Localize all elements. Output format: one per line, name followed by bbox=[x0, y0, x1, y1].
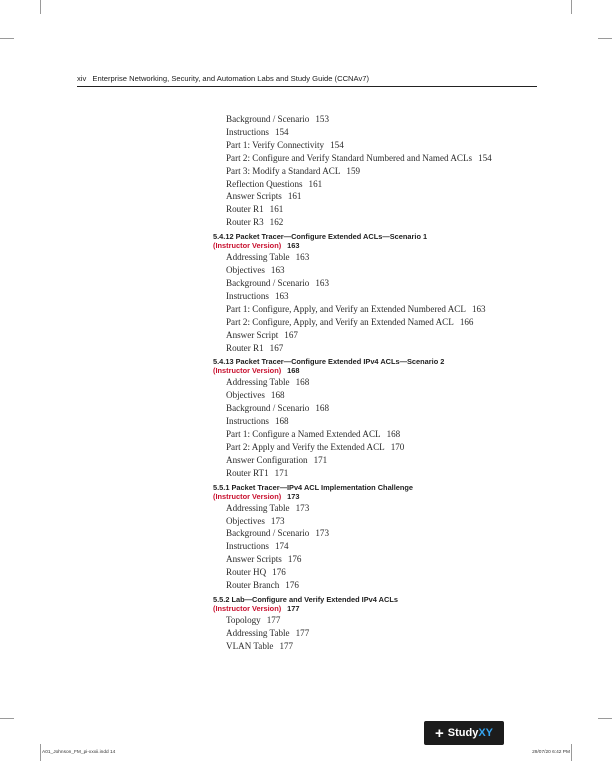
toc-entry-title: Part 1: Verify Connectivity bbox=[226, 139, 325, 150]
toc-entry-page: 177 bbox=[266, 615, 281, 625]
toc-entry-title: Objectives bbox=[226, 265, 265, 276]
toc-entry-page: 167 bbox=[284, 329, 298, 340]
toc-entry-page: 154 bbox=[478, 152, 492, 163]
toc-entry-page: 177 bbox=[279, 640, 294, 651]
crop-mark bbox=[598, 38, 612, 39]
section-title: 5.4.12 Packet Tracer—Configure Extended ACLs—Scenario 1 bbox=[213, 232, 428, 242]
toc-entry bbox=[213, 190, 543, 203]
toc-entry-title: Instructions bbox=[226, 126, 269, 137]
crop-mark bbox=[40, 744, 41, 761]
section-title: 5.5.2 Lab—Configure and Verify Extended IPv4 ACLs bbox=[213, 595, 398, 604]
logo-xy-text: XY bbox=[478, 727, 493, 739]
toc-entry bbox=[213, 216, 543, 229]
toc-entry bbox=[213, 428, 543, 441]
table-of-contents bbox=[213, 113, 543, 653]
toc-entry bbox=[213, 515, 543, 528]
toc-entry-title: VLAN Table bbox=[226, 640, 274, 651]
studyxy-logo bbox=[424, 721, 504, 745]
section-page: 177 bbox=[287, 604, 300, 613]
toc-entry-title: Router RT1 bbox=[226, 467, 269, 478]
toc-entry bbox=[213, 342, 543, 355]
toc-entry-page: 177 bbox=[295, 627, 310, 638]
toc-entry bbox=[213, 640, 543, 653]
section-title: 5.5.1 Packet Tracer—IPv4 ACL Implementation Challenge bbox=[213, 482, 414, 492]
toc-entry bbox=[213, 251, 543, 264]
section-title: 5.4.13 Packet Tracer—Configure Extended IPv4 ACLs—Scenario 2 bbox=[213, 357, 445, 367]
toc-entry-title: Background / Scenario bbox=[226, 277, 310, 288]
section-page: 168 bbox=[287, 366, 300, 376]
toc-entry-page: 163 bbox=[274, 290, 289, 301]
toc-entry-page: 171 bbox=[274, 467, 289, 478]
crop-mark bbox=[598, 718, 612, 719]
toc-entry bbox=[213, 527, 543, 540]
toc-entry-page: 176 bbox=[287, 554, 302, 565]
crop-mark bbox=[40, 0, 41, 14]
toc-entry-page: 154 bbox=[330, 139, 344, 150]
toc-entry-title: Router HQ bbox=[226, 567, 267, 578]
toc-entry-title: Router R3 bbox=[226, 217, 264, 228]
toc-entry-page: 171 bbox=[313, 454, 328, 465]
toc-entry bbox=[213, 454, 543, 467]
crop-mark bbox=[0, 718, 14, 719]
toc-entry-page: 174 bbox=[274, 541, 289, 552]
toc-entry-page: 163 bbox=[295, 252, 310, 263]
crop-mark bbox=[571, 744, 572, 761]
section-page: 173 bbox=[287, 491, 300, 501]
toc-entry-title: Background / Scenario bbox=[226, 528, 310, 539]
toc-entry-page: 163 bbox=[270, 265, 285, 276]
toc-entry-page: 176 bbox=[272, 567, 286, 578]
toc-entry bbox=[213, 502, 543, 515]
toc-entry bbox=[213, 290, 543, 303]
toc-section-heading bbox=[213, 595, 543, 613]
toc-entry-title: Part 3: Modify a Standard ACL bbox=[226, 165, 341, 176]
section-subline bbox=[213, 604, 543, 613]
toc-entry-page: 153 bbox=[315, 114, 329, 124]
toc-entry-page: 163 bbox=[315, 277, 329, 288]
toc-entry bbox=[213, 178, 543, 191]
toc-entry bbox=[213, 540, 543, 553]
toc-entry-title: Addressing Table bbox=[226, 627, 290, 638]
toc-entry-title: Router R1 bbox=[226, 342, 264, 353]
running-title: Enterprise Networking, Security, and Automation Labs and Study Guide (CCNAv7) bbox=[92, 74, 370, 83]
toc-entry bbox=[213, 441, 543, 454]
toc-entry-page: 159 bbox=[346, 165, 361, 176]
toc-entry-title: Part 1: Configure, Apply, and Verify an Extended Numbered ACL bbox=[226, 303, 466, 314]
toc-section-heading bbox=[213, 357, 543, 375]
toc-entry-title: Part 2: Apply and Verify the Extended ACL bbox=[226, 441, 385, 452]
toc-entry bbox=[213, 402, 543, 415]
toc-entry-title: Answer Configuration bbox=[226, 454, 308, 465]
section-subline bbox=[213, 366, 543, 375]
crop-mark bbox=[0, 38, 14, 39]
toc-entry-page: 154 bbox=[274, 126, 289, 137]
toc-entry-title: Topology bbox=[226, 615, 261, 625]
toc-entry-title: Part 2: Configure, Apply, and Verify an Extended Named ACL bbox=[226, 316, 454, 327]
toc-entry bbox=[213, 376, 543, 389]
toc-entry-page: 161 bbox=[287, 191, 302, 202]
toc-entry-title: Addressing Table bbox=[226, 252, 290, 263]
toc-entry-page: 170 bbox=[390, 441, 405, 452]
toc-section-heading bbox=[213, 483, 543, 501]
toc-entry-page: 161 bbox=[308, 178, 323, 189]
plus-icon: + bbox=[434, 724, 444, 742]
toc-entry bbox=[213, 277, 543, 290]
toc-entry-page: 168 bbox=[315, 403, 329, 414]
toc-entry-title: Reflection Questions bbox=[226, 178, 303, 189]
toc-entry bbox=[213, 264, 543, 277]
toc-entry-page: 176 bbox=[285, 580, 299, 591]
toc-entry-title: Instructions bbox=[226, 541, 269, 552]
toc-entry bbox=[213, 329, 543, 342]
toc-entry-title: Background / Scenario bbox=[226, 403, 310, 414]
toc-entry bbox=[213, 139, 543, 152]
toc-section-heading bbox=[213, 232, 543, 250]
toc-entry-title: Objectives bbox=[226, 515, 265, 526]
toc-entry bbox=[213, 627, 543, 640]
toc-entry-title: Instructions bbox=[226, 416, 269, 427]
toc-entry-title: Background / Scenario bbox=[226, 114, 310, 124]
instructor-version-label: (Instructor Version) bbox=[213, 241, 282, 251]
toc-entry-page: 166 bbox=[459, 316, 474, 327]
crop-mark bbox=[571, 0, 572, 14]
toc-entry-title: Objectives bbox=[226, 390, 265, 401]
toc-entry bbox=[213, 467, 543, 480]
running-header bbox=[77, 74, 537, 83]
toc-entry-title: Addressing Table bbox=[226, 502, 290, 513]
section-page: 163 bbox=[287, 241, 300, 251]
toc-entry bbox=[213, 553, 543, 566]
toc-entry-page: 168 bbox=[295, 377, 310, 388]
toc-entry-page: 168 bbox=[270, 390, 285, 401]
toc-entry bbox=[213, 165, 543, 178]
toc-entry-title: Addressing Table bbox=[226, 377, 290, 388]
toc-entry bbox=[213, 566, 543, 579]
slug-filename: A01_Johnson_FM_pi-xxxii.indd 14 bbox=[42, 750, 116, 755]
toc-entry-title: Answer Scripts bbox=[226, 554, 282, 565]
toc-entry-title: Part 2: Configure and Verify Standard Numbered and Named ACLs bbox=[226, 152, 473, 163]
toc-entry bbox=[213, 203, 543, 216]
toc-entry-page: 161 bbox=[269, 204, 284, 215]
toc-entry-title: Part 1: Configure a Named Extended ACL bbox=[226, 429, 381, 440]
toc-entry-title: Instructions bbox=[226, 290, 269, 301]
toc-entry-page: 173 bbox=[315, 528, 329, 539]
toc-entry bbox=[213, 389, 543, 402]
toc-entry-page: 173 bbox=[270, 515, 285, 526]
section-subline bbox=[213, 492, 543, 501]
toc-entry-page: 168 bbox=[386, 429, 401, 440]
toc-entry-title: Router Branch bbox=[226, 580, 280, 591]
instructor-version-label: (Instructor Version) bbox=[213, 366, 282, 376]
toc-entry bbox=[213, 303, 543, 316]
toc-entry bbox=[213, 126, 543, 139]
toc-entry bbox=[213, 614, 543, 627]
toc-entry bbox=[213, 579, 543, 592]
toc-entry-page: 168 bbox=[274, 416, 289, 427]
instructor-version-label: (Instructor Version) bbox=[213, 604, 282, 613]
header-rule bbox=[77, 86, 537, 87]
toc-entry-page: 162 bbox=[269, 217, 284, 228]
slug-date: 29/07/20 6:42 PM bbox=[532, 750, 570, 755]
section-subline bbox=[213, 241, 543, 250]
toc-entry bbox=[213, 415, 543, 428]
page-number: xiv bbox=[77, 74, 87, 83]
toc-entry bbox=[213, 152, 543, 165]
toc-entry-title: Answer Script bbox=[226, 329, 279, 340]
toc-entry-page: 163 bbox=[471, 303, 486, 314]
toc-entry-title: Router R1 bbox=[226, 204, 264, 215]
toc-entry-page: 167 bbox=[269, 342, 284, 353]
logo-study-text: Study bbox=[447, 727, 479, 739]
instructor-version-label: (Instructor Version) bbox=[213, 491, 282, 501]
toc-entry-page: 173 bbox=[295, 502, 310, 513]
toc-entry bbox=[213, 113, 543, 126]
toc-entry bbox=[213, 316, 543, 329]
toc-entry-title: Answer Scripts bbox=[226, 191, 282, 202]
